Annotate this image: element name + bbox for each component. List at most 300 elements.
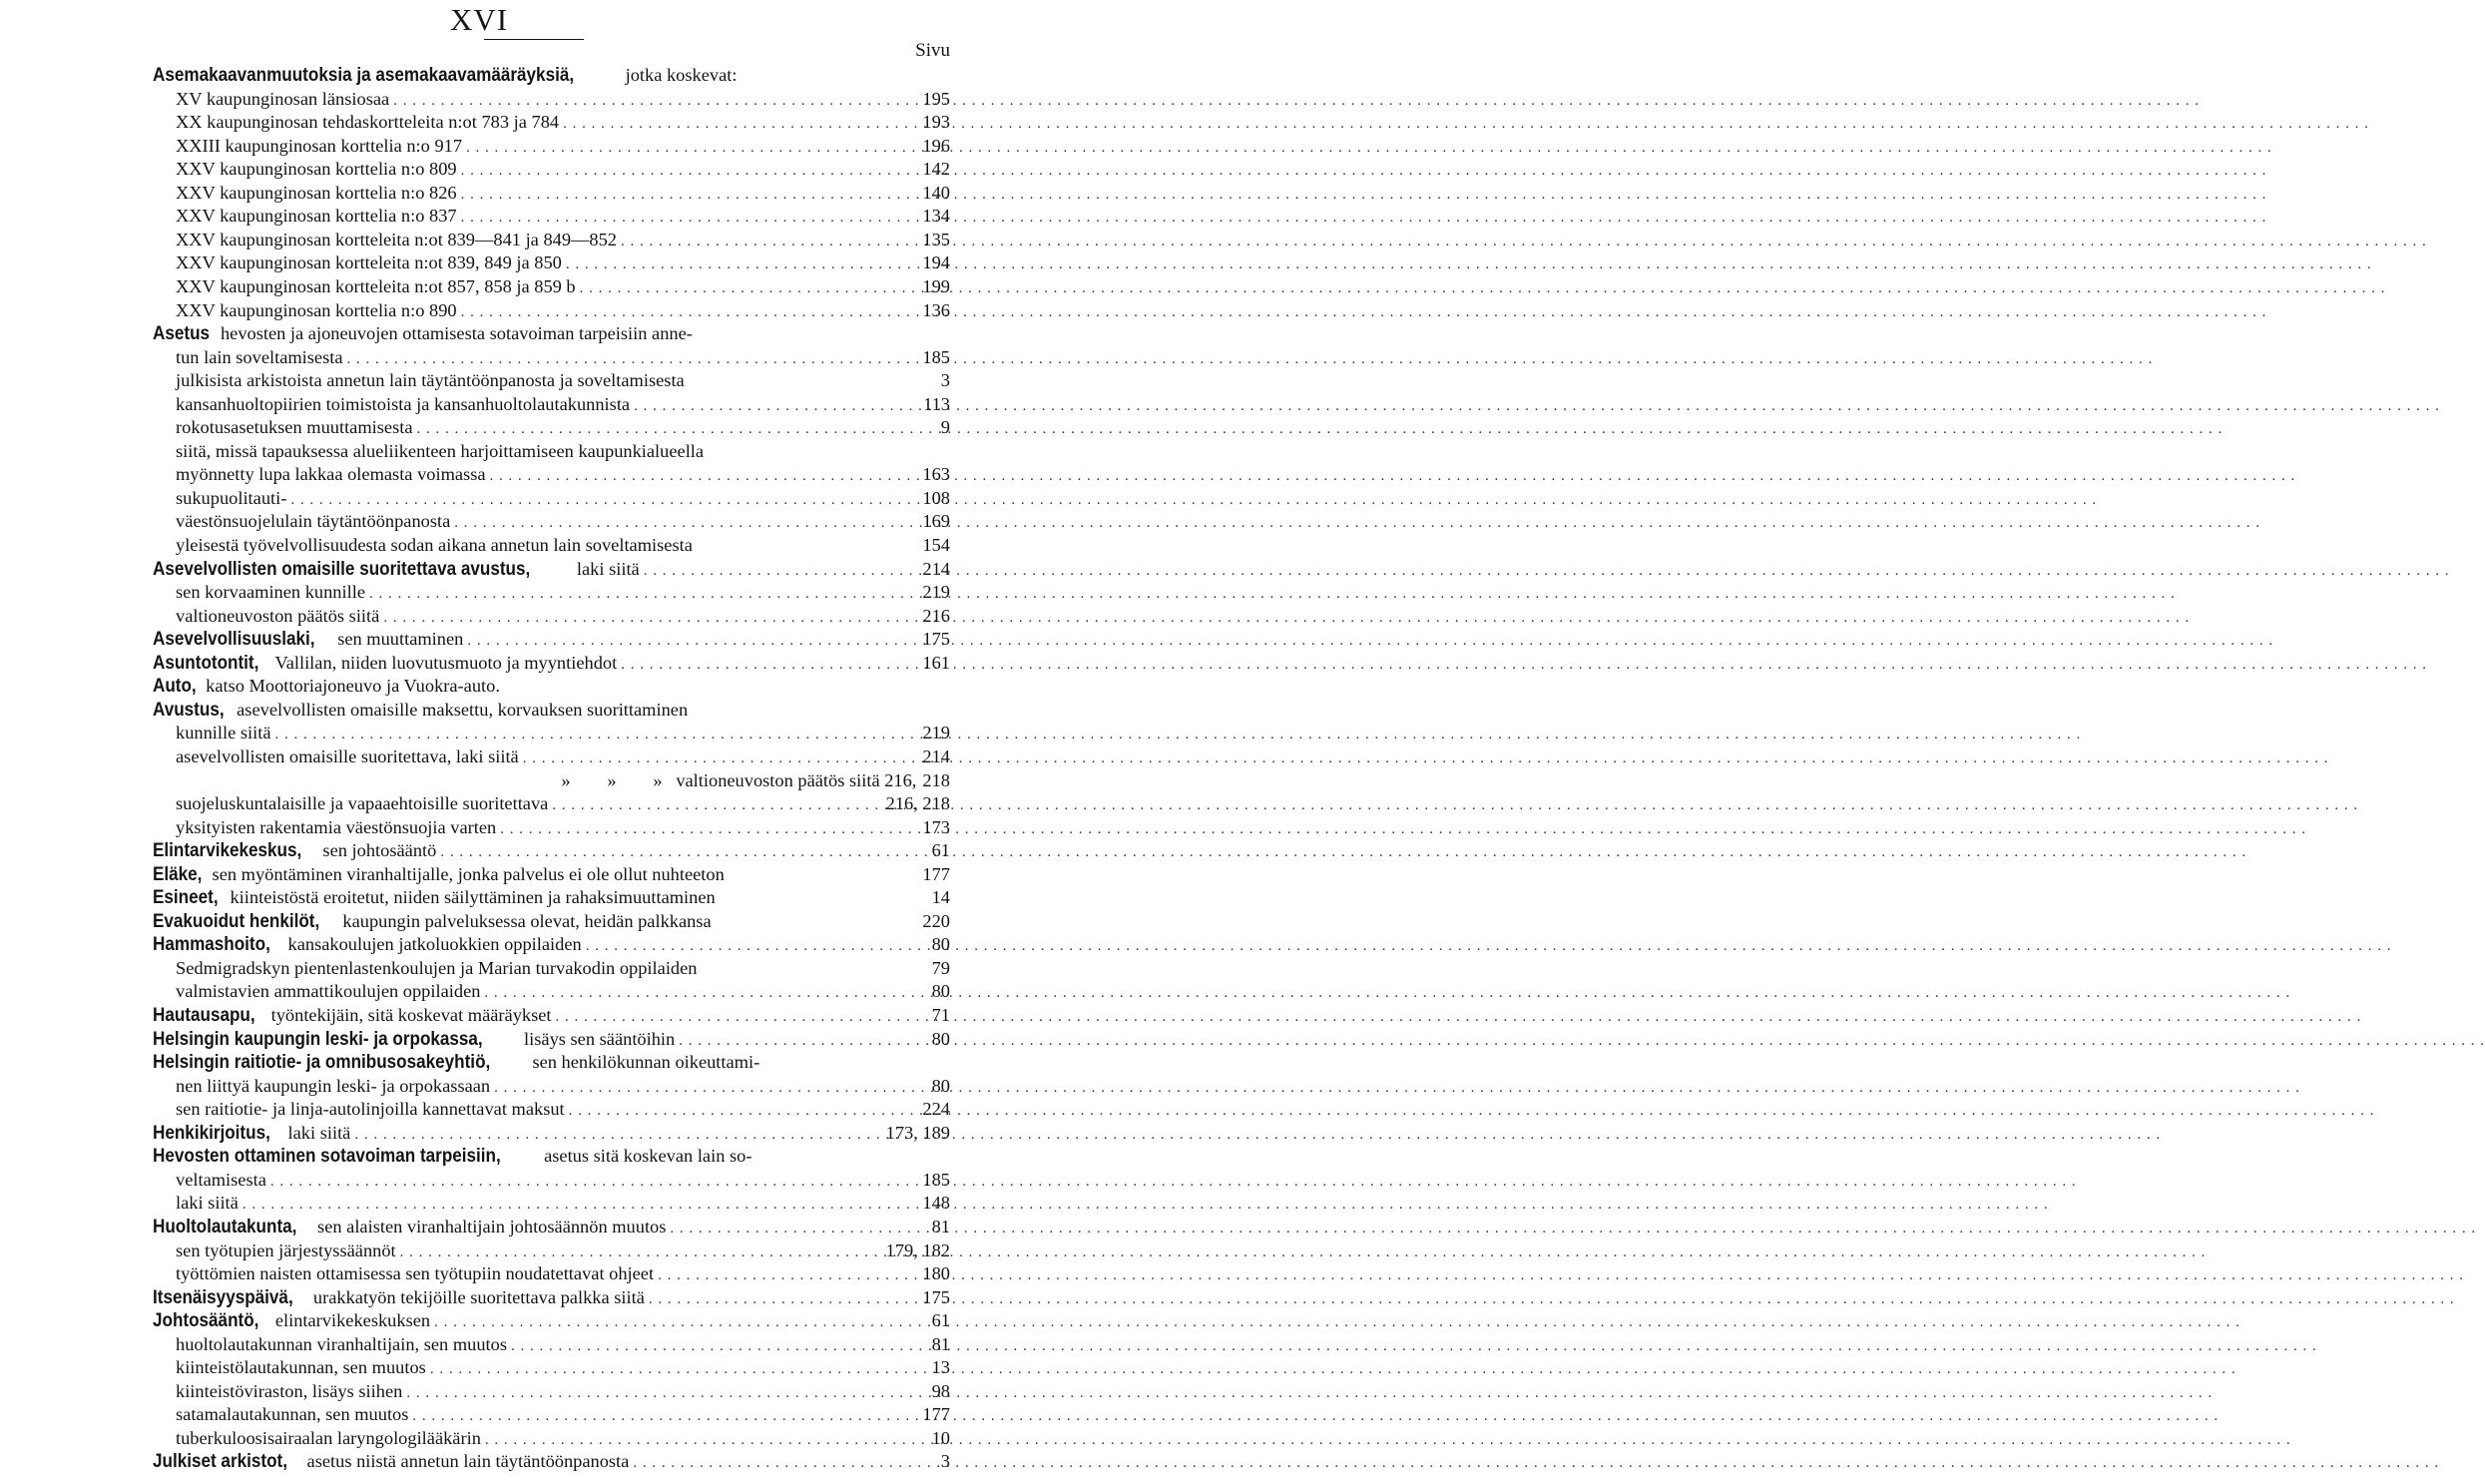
entry-description: sen korvaaminen kunnille [176,582,365,603]
index-entry [0,886,958,910]
entry-text [176,816,496,840]
index-entry-row [176,299,950,323]
entry-description: kansanhuoltopiirien toimistoista ja kansanhuoltolautakunnista [176,393,631,414]
entry-description: sen alaisten viranhaltijain johtosäännön muutos [312,1216,667,1237]
entry-text [176,1262,654,1286]
entry-description: suojeluskuntalaisille ja vapaaehtoisille suoritettava [176,793,549,814]
entry-page-number: 10 [931,1427,950,1448]
entry-text [176,182,457,206]
index-entry [0,652,958,676]
entry-description: sen henkilökunnan oikeuttami- [527,1052,760,1073]
dot-leader [649,1288,919,1312]
entry-text [176,135,462,159]
entry-description: huoltolautakunnan viranhaltijain, sen muutos [176,1333,507,1354]
index-entry-row [176,510,950,534]
index-entry [0,980,958,1004]
dot-leader [484,982,927,1006]
index-entry-row [153,1450,950,1474]
entry-description: » » » valtioneuvoston päätös siitä 216, [561,769,917,790]
index-entry [0,1004,958,1028]
entry-page-number: 154 [922,535,950,555]
entry-description: julkisista arkistoista annetun lain täytäntöönpanosta ja soveltamisesta [176,370,685,391]
index-entry-row [176,722,950,745]
dot-leader [566,253,919,277]
entry-page-number: 148 [922,1193,950,1214]
dot-leader [417,418,937,442]
entry-text [153,652,617,676]
dot-leader [461,301,919,325]
entry-description: asevelvollisten omaisille suoritettava, laki siitä [176,745,519,766]
index-entry [0,1403,958,1427]
entry-page-number: 163 [922,464,950,485]
index-entry-row [176,1075,950,1099]
index-entry [0,1450,958,1474]
entry-text [176,463,486,487]
index-entry [0,910,958,934]
entry-text [153,839,436,863]
entry-text [153,1122,350,1146]
entry-description: XXIII kaupunginosan korttelia n:o 917 [176,135,463,156]
entry-page-number: 79 [931,957,950,978]
dot-leader [634,395,919,419]
index-entry [0,605,958,629]
dot-leader [500,818,918,842]
index-entry-row [176,135,950,159]
entry-text [176,1075,490,1099]
entry-heading: Helsingin kaupungin leski- ja orpokassa, [153,1028,483,1050]
index-entry [0,1075,958,1099]
entry-heading: Helsingin raitiotie- ja omnibusosakeyhtiö, [153,1052,491,1074]
entry-page-number: 80 [931,981,950,1002]
entry-description: rokotusasetuksen muuttamisesta [176,417,413,438]
entry-text [176,299,457,323]
index-entry-row [153,1309,950,1333]
entry-page-number: 13 [931,1357,950,1378]
index-entry-row [153,863,950,887]
entry-description: sukupuolitauti- [176,487,287,508]
index-entry-row [176,581,950,605]
index-entry-row [176,369,950,393]
index-entry [0,1262,958,1286]
entry-description: jotka koskevat: [621,65,738,85]
entry-text [153,1145,950,1169]
entry-description: XX kaupunginosan tehdaskortteleita n:ot 783 ja 784 [176,112,560,133]
index-entry [0,745,958,769]
entry-page-number: 81 [931,1216,950,1237]
entry-heading: Julkiset arkistot, [153,1451,287,1473]
entry-text [176,605,379,629]
index-entry [0,628,958,652]
index-entry [0,135,958,159]
index-entry [0,1216,958,1239]
entry-description: työntekijäin, sitä koskevat määräykset [266,1005,552,1025]
dot-leader [485,1429,928,1453]
dot-leader [461,207,919,231]
entry-description: laki siitä [176,1193,239,1214]
index-entry-row [176,346,950,370]
index-entry-row [153,628,950,652]
index-entry [0,299,958,323]
entry-heading: Asemakaavanmuutoksia ja asemakaavamääräyksiä, [153,65,575,86]
dot-leader [406,1382,927,1406]
index-entry-row [176,440,950,464]
entry-text [153,675,500,699]
index-entry-row [176,792,950,816]
index-entry [0,1239,958,1263]
index-entry-row [176,251,950,275]
index-entry-row [153,1051,950,1075]
entry-heading: Asevelvollisuuslaki, [153,629,315,651]
entry-heading: Hevosten ottaminen sotavoiman tarpeisiin, [153,1146,501,1168]
index-entry-row [153,1145,950,1169]
entry-description: sen myöntäminen viranhaltijalle, jonka palvelus ei ole ollut nuhteeton [207,863,725,884]
entry-description: veltamisesta [176,1169,266,1190]
dot-leader [393,90,918,114]
dot-leader [633,1452,936,1476]
entry-page-number: 136 [922,299,950,320]
index-entry-row [176,1169,950,1193]
index-page [0,0,958,1484]
entry-page-number: 108 [922,487,950,508]
index-entry-row [176,769,950,793]
entry-page-number: 80 [931,1028,950,1049]
index-entry [0,275,958,299]
index-entry-row [153,933,950,957]
index-entry-row [176,182,950,206]
dot-leader [434,1311,928,1335]
entry-description: kunnille siitä [176,723,271,743]
entry-page-number: 135 [922,229,950,249]
entry-description: kaupungin palveluksessa olevat, heidän palkkansa [337,910,712,931]
entry-description: yleisestä työvelvollisuudesta sodan aikana annetun lain soveltamisesta [176,535,693,555]
index-entry [0,510,958,534]
index-entry-row [176,1427,950,1451]
index-entry [0,1333,958,1357]
index-entry-row [176,463,950,487]
entry-description: yksityisten rakentamia väestönsuojia varten [176,816,497,837]
entry-page-number: 175 [922,1286,950,1307]
dot-leader [275,724,919,747]
index-entry [0,863,958,887]
entry-description: urakkatyön tekijöille suoritettava palkka siitä [308,1286,645,1307]
index-entry-row [153,652,950,676]
entry-page-number: 142 [922,159,950,180]
entry-text [153,886,716,910]
index-entry-row [153,886,950,910]
index-entry [0,158,958,182]
index-entry [0,64,958,88]
entry-page-number: 80 [931,934,950,955]
entry-page-number: 193 [922,112,950,133]
entry-description: kiinteistölautakunnan, sen muutos [176,1357,426,1378]
entry-description: sen raitiotie- ja linja-autolinjoilla kannettavat maksut [176,1099,565,1120]
entry-page-number: 14 [931,887,950,908]
entry-description: myönnetty lupa lakkaa olemasta voimassa [176,464,486,485]
index-entry-row [176,158,950,182]
index-entry [0,792,958,816]
dot-leader [552,794,881,818]
index-entry [0,699,958,723]
index-entry [0,205,958,229]
entry-text [176,1239,396,1263]
entry-text [153,1051,950,1075]
entry-description: valmistavien ammattikoulujen oppilaiden [176,981,481,1002]
dot-leader [467,630,918,654]
dot-leader [243,1194,919,1218]
index-entry-row [176,605,950,629]
dot-leader [556,1006,928,1030]
dot-leader [461,184,919,208]
entry-page-number: 185 [922,1169,950,1190]
entry-description: nen liittyä kaupungin leski- ja orpokassaan [176,1075,491,1096]
entry-page-number: 98 [931,1380,950,1401]
entry-page-number: 81 [931,1333,950,1354]
entry-page-number: 61 [931,840,950,861]
entry-page-number: 219 [922,723,950,743]
index-entry [0,440,958,464]
entry-heading: Asevelvollisten omaisille suoritettava avustus, [153,558,531,580]
dot-leader [523,747,919,771]
index-entry-row [153,64,950,88]
entry-page-number: 134 [922,206,950,227]
dot-leader [580,277,919,301]
entry-page-number: 180 [922,1263,950,1284]
entry-page-number: 175 [922,629,950,650]
dot-leader [347,348,919,372]
entry-description: katso Moottoriajoneuvo ja Vuokra-auto. [201,676,500,697]
index-entry [0,1028,958,1052]
entry-page-number: 173, 189 [885,1122,950,1143]
entry-page-number: 195 [922,88,950,109]
index-entry-row [176,980,950,1004]
dot-leader [430,1358,928,1382]
index-entry-row [176,1403,950,1427]
index-entry [0,463,958,487]
entry-text [176,581,365,605]
entry-page-number: 216, 218 [885,793,950,814]
entry-text [153,933,582,957]
index-entry [0,393,958,417]
index-entry-row [153,1004,950,1028]
entry-description: XXV kaupunginosan korttelia n:o 809 [176,159,457,180]
index-entry [0,1145,958,1169]
entry-text [176,275,576,299]
entry-description: valtioneuvoston päätös siitä [176,605,380,626]
dot-leader [511,1335,928,1359]
index-entry-row [176,745,950,769]
index-entry [0,322,958,346]
entry-text [176,346,343,370]
dot-leader [354,1124,881,1148]
entry-text [176,487,286,511]
index-entry-row [176,1333,950,1357]
index-entry [0,111,958,135]
entry-text [153,1216,666,1239]
entry-heading: Henkikirjoitus, [153,1122,270,1144]
entry-description: kiinteistöstä eroitetut, niiden säilyttäminen ja rahaksimuuttaminen [225,887,716,908]
entry-text [176,1403,408,1427]
entry-text [176,1169,266,1193]
dot-leader [400,1241,882,1265]
entry-description: elintarvikekeskuksen [270,1310,431,1331]
entry-text [153,628,463,652]
index-entry [0,1380,958,1404]
index-entry-row [176,205,950,229]
entry-text [176,722,271,745]
entry-text [561,769,922,793]
index-entry [0,88,958,112]
entry-description: sen työtupien järjestyssäännöt [176,1239,396,1260]
entry-description: laki siitä [282,1122,351,1143]
dot-leader [670,1218,927,1241]
entry-text [176,745,519,769]
index-entry-row [153,1286,950,1310]
index-entry-row [176,88,950,112]
entry-page-number: 179, 182 [885,1239,950,1260]
index-entry-row [153,699,950,723]
index-entry [0,816,958,840]
page-number-roman: XVI [449,2,509,37]
dot-leader [679,1030,927,1054]
index-entry [0,346,958,370]
entry-page-number: 224 [922,1099,950,1120]
index-entry-row [176,1098,950,1122]
entry-text [153,1286,645,1310]
entry-page-number: 9 [940,417,950,438]
index-entry [0,675,958,699]
entry-text [176,158,457,182]
entry-description: sen muuttaminen [332,629,464,650]
dot-leader [621,654,918,678]
entry-text [176,1427,481,1451]
index-entry [0,487,958,511]
entry-description: XXV kaupunginosan korttelia n:o 826 [176,182,457,203]
entry-text [153,1450,629,1474]
entry-page-number: 194 [922,252,950,273]
index-entry [0,957,958,981]
entry-page-number: 161 [922,652,950,673]
index-entry-row [176,487,950,511]
entry-heading: Johtosääntö, [153,1310,259,1332]
entry-page-number: 214 [922,558,950,579]
entry-description: XXV kaupunginosan kortteleita n:ot 839, 849 ja 850 [176,252,562,273]
dot-leader [290,489,918,513]
entry-description: hevosten ja ajoneuvojen ottamisesta sotavoiman tarpeisiin anne- [216,323,693,344]
entry-page-number: 169 [922,511,950,532]
entry-description: siitä, missä tapauksessa alueliikenteen harjoittamiseen kaupunkialueella [176,440,705,461]
index-entry-row [153,322,950,346]
index-entry [0,251,958,275]
dot-leader [412,1405,918,1429]
entry-text [176,534,693,558]
entry-page-number: 173 [922,816,950,837]
entry-description: lisäys sen sääntöihin [519,1028,676,1049]
entry-heading: Elintarvikekeskus, [153,840,302,862]
entry-page-number: 177 [922,863,950,884]
index-entry [0,1427,958,1451]
dot-leader [490,465,919,489]
entry-text [153,1309,430,1333]
index-entry-row [176,816,950,840]
index-entry [0,558,958,582]
index-entry-row [176,275,950,299]
entry-heading: Itsenäisyyspäivä, [153,1286,293,1308]
dot-leader [461,160,919,184]
entry-description: tun lain soveltamisesta [176,346,343,367]
dot-leader [644,560,919,584]
entry-text [153,863,725,887]
dot-leader [369,583,918,607]
entry-heading: Esineet, [153,887,219,909]
dot-leader [466,137,918,161]
index-entry-row [176,111,950,135]
entry-text [176,1098,565,1122]
entry-text [153,558,640,582]
index-entry-row [176,534,950,558]
entry-description: asetus niistä annetun lain täytäntöönpanosta [301,1451,630,1472]
entry-description: kiinteistöviraston, lisäys siihen [176,1380,403,1401]
entry-page-number: 220 [922,910,950,931]
index-entry-row [176,957,950,981]
entry-page-number: 3 [940,370,950,391]
entry-text [176,251,562,275]
entry-page-number: 219 [922,582,950,603]
index-entry-row [176,1239,950,1263]
entry-text [176,1356,426,1380]
entry-text [176,111,559,135]
index-entry [0,1051,958,1075]
entry-description: XXV kaupunginosan kortteleita n:ot 839—841 ja 849—852 [176,229,618,249]
dot-leader [586,935,928,959]
dot-leader [658,1264,918,1288]
index-entry [0,369,958,393]
entry-page-number: 199 [922,275,950,296]
index-entry [0,229,958,252]
index-entry-row [153,910,950,934]
dot-leader [383,607,918,631]
index-entry-row [153,558,950,582]
index-entry [0,722,958,745]
index-entry-row [176,1262,950,1286]
entry-heading: Asetus [153,323,211,345]
dot-leader [454,512,918,536]
index-entry-row [153,1216,950,1239]
entry-heading: Auto, [153,676,197,698]
entry-text [176,1192,239,1216]
index-entry-row [176,1356,950,1380]
index-entry-row [176,1192,950,1216]
index-entry [0,1356,958,1380]
entry-description: sen johtosääntö [317,840,437,861]
entry-text [176,205,457,229]
index-entry [0,534,958,558]
dot-leader [270,1171,919,1195]
entry-text [153,1028,675,1052]
index-entry-row [153,675,950,699]
entry-heading: Asuntotontit, [153,652,259,674]
entry-description: työttömien naisten ottamisessa sen työtupiin noudatettavat ohjeet [176,1263,655,1284]
entry-page-number: 61 [931,1310,950,1331]
entry-description: satamalautakunnan, sen muutos [176,1404,409,1425]
entry-page-number: 177 [922,1404,950,1425]
entry-page-number: 80 [931,1075,950,1096]
index-entry [0,769,958,793]
page-column-label: Sivu [915,40,950,61]
index-entry-row [176,393,950,417]
header-rule [484,39,584,40]
entry-heading: Hautausapu, [153,1005,255,1026]
entry-description: väestönsuojelulain täytäntöönpanosta [176,511,451,532]
